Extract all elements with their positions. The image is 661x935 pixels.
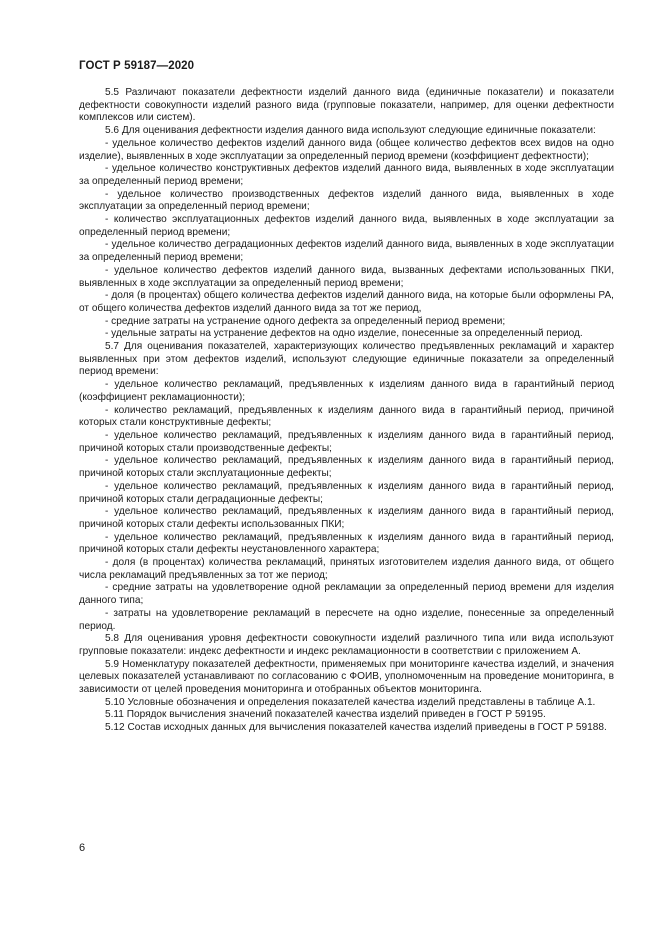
list-item: - удельное количество рекламаций, предъявленных к изделиям данного вида в гарантийный период, причиной которых стали дефекты неустановленного характера;	[79, 531, 614, 556]
document-header: ГОСТ Р 59187—2020	[79, 60, 195, 72]
paragraph-5-5: 5.5 Различают показатели дефектности изделий данного вида (единичные показатели) и показатели дефектности совокупности изделий разного вида (групповые показатели, например, для оценки дефектности комплексов или систем).	[79, 87, 614, 124]
paragraph-5-8: 5.8 Для оценивания уровня дефектности совокупности изделий различного типа или вида используют групповые показатели: индекс дефектности и индекс рекламационности в соответствии с приложением А.	[79, 633, 614, 657]
list-item: - средние затраты на удовлетворение одной рекламации за определенный период времени для изделия данного типа;	[79, 582, 614, 607]
document-body	[79, 87, 614, 735]
list-item: - удельное количество конструктивных дефектов изделий данного вида, выявленных в ходе эксплуатации за определенный период времени;	[79, 163, 614, 187]
list-item: - затраты на удовлетворение рекламаций в пересчете на одно изделие, понесенные за определенный период.	[79, 607, 614, 632]
list-item: - доля (в процентах) общего количества дефектов изделий данного вида, на которые были оформлены РА, от общего количества дефектов изделий данного вида за тот же период,	[79, 290, 614, 314]
list-item: - удельное количество дефектов изделий данного вида (общее количество дефектов всех видов на одно изделие), выявленных в ходе эксплуатации за определенный период времени (коэффициент дефектности);	[79, 137, 614, 162]
list-item: - удельное количество производственных дефектов изделий данного вида, выявленных в ходе эксплуатации за определенный период времени;	[79, 188, 614, 213]
paragraph-5-12: 5.12 Состав исходных данных для вычисления показателей качества изделий приведены в ГОСТ Р 59188.	[105, 722, 607, 734]
list-item: - удельное количество дефектов изделий данного вида, вызванных дефектами использованных ПКИ, выявленных в ходе эксплуатации за определенный период времени;	[79, 264, 614, 289]
list-item: - удельное количество рекламаций, предъявленных к изделиям данного вида в гарантийный период, причиной которых стали производственные дефекты;	[79, 429, 614, 454]
paragraph-5-9: 5.9 Номенклатуру показателей дефектности, применяемых при мониторинге качества изделий, и значения целевых показателей устанавливают по согласованию с ФОИВ, уполномоченным на проведение мониторинга, в зависимости от целей проведения мониторинга и отобранных объектов мониторинга.	[79, 658, 614, 696]
list-item: - удельные затраты на устранение дефектов на одно изделие, понесенные за определенный период.	[105, 328, 583, 340]
list-item: - средние затраты на устранение одного дефекта за определенный период времени;	[105, 315, 506, 327]
paragraph-5-11: 5.11 Порядок вычисления значений показателей качества изделий приведен в ГОСТ Р 59195.	[105, 709, 546, 721]
list-item: - удельное количество рекламаций, предъявленных к изделиям данного вида в гарантийный период, причиной которых стали деградационные дефекты;	[79, 480, 614, 505]
list-item: - удельное количество рекламаций, предъявленных к изделиям данного вида в гарантийный период, причиной которых стали эксплуатационные дефекты;	[79, 455, 614, 480]
list-item: - удельное количество рекламаций, предъявленных к изделиям данного вида в гарантийный период, причиной которых стали дефекты использованных ПКИ;	[79, 506, 614, 530]
page-number: 6	[79, 842, 86, 854]
paragraph-5-10: 5.10 Условные обозначения и определения показателей качества изделий представлены в таблице А.1.	[105, 696, 596, 708]
list-item: - удельное количество деградационных дефектов изделий данного вида, выявленных в ходе эксплуатации за определенный период времени;	[79, 239, 614, 264]
list-item: - доля (в процентах) количества рекламаций, принятых изготовителем изделия данного вида, от общего числа рекламаций предъявленных за тот же период;	[79, 557, 614, 581]
list-item: - удельное количество рекламаций, предъявленных к изделиям данного вида в гарантийный период (коэффициент рекламационности);	[79, 379, 614, 403]
list-item: - количество рекламаций, предъявленных к изделиям данного вида в гарантийный период, причиной которых стали конструктивные дефекты;	[79, 404, 614, 429]
paragraph-5-6: 5.6 Для оценивания дефектности изделия данного вида используют следующие единичные показатели:	[105, 125, 596, 137]
list-item: - количество эксплуатационных дефектов изделий данного вида, выявленных в ходе эксплуатации за определенный период времени;	[79, 214, 614, 238]
paragraph-5-7: 5.7 Для оценивания показателей, характеризующих количество предъявленных рекламаций и характер выявленных при этом дефектов изделий, используют следующие единичные показатели за определенный период времени:	[79, 341, 614, 378]
